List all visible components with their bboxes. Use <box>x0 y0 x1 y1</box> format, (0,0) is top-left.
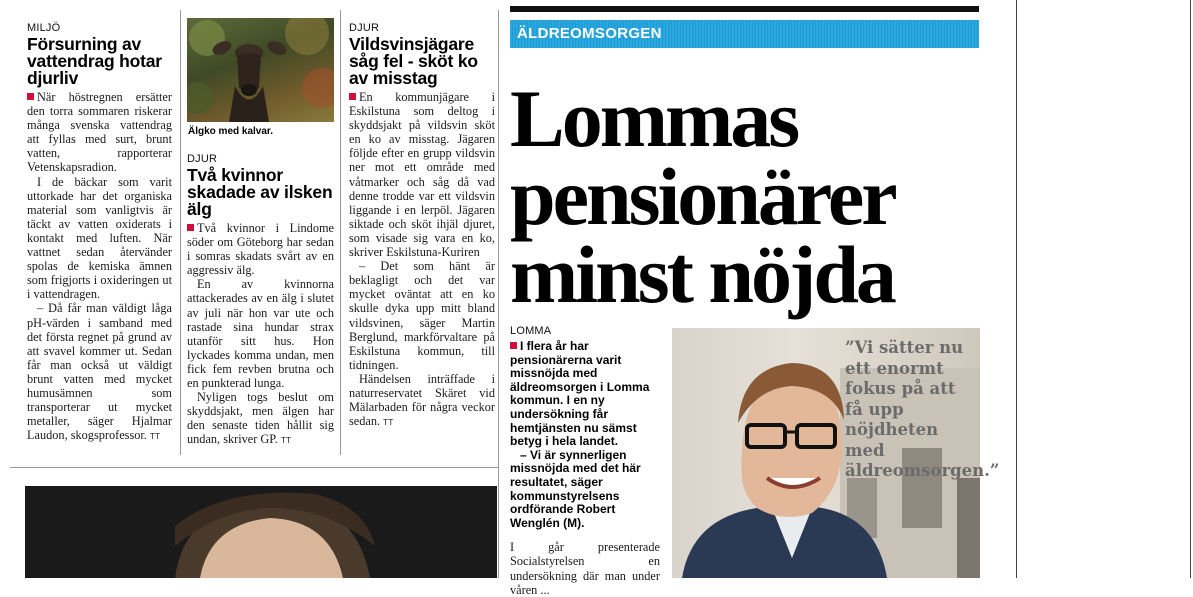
article-headline: Vildsvinsjägare såg fel - sköt ko av misstag <box>349 34 478 88</box>
article-kicker: LOMMA <box>510 325 552 337</box>
section-label-bar <box>510 20 979 48</box>
headline-line: pensionärer <box>510 151 895 242</box>
bullet-square-icon <box>187 224 194 231</box>
main-lede <box>510 325 660 597</box>
byline: TT <box>280 436 292 446</box>
main-headline <box>510 73 990 320</box>
page-edge-rule <box>1190 0 1191 578</box>
byline: TT <box>383 418 394 428</box>
column-rule <box>498 10 499 578</box>
article-kicker: DJUR <box>349 22 380 34</box>
page-edge-rule <box>1016 0 1017 578</box>
article-miljo <box>27 22 172 444</box>
article-body: Två kvinnor i Lindome söder om Göteborg har sedan i somras skadats svårt av en aggressiv älg. En av kvinnorna attackerades av en älg i slutet av juli när hon var ute och rastade sina hundar strax utanför sitt hus. Hon lyckades komma undan, men fick fem revben brutna och en punkterad lunga. Nyligen togs beslut om skyddsjakt, men älgen har den senaste tiden hållit sig undan, skriver GP. TT <box>187 221 334 447</box>
article-headline: Försurning av vattendrag hotar djurliv <box>27 34 162 88</box>
lede-text: I flera år har pensionärerna varit missnöjda med äldreomsorgen i Lomma kommun. I en ny undersökning får hemtjänsten nu sämst betyg i hela landet. <box>510 339 650 449</box>
article-body: När höstregnen ersätter den torra sommaren riskerar många svenska vattendrag att fyllas med surt, brunt vatten, rapporterar Vetenskapsradion. I de bäckar som varit uttorkade har det organiska material som vanligtvis är täckt av vatten oxiderats i kontakt med luften. När vattnet sedan återvänder spolas de kemiska ämnen som frigjorts i oxideringen ut i vattendragen. – Då får man väldigt låga pH-värden i samband med det första regnet på grund av att svavel kommer ut. Sedan får man också ut väldigt brunt vatten med mycket humusämnen som transporterar ut mycket metaller, säger Hjalmar Laudon, skogsprofessor. TT <box>27 90 172 443</box>
section-divider <box>10 467 498 468</box>
article-kicker: MILJÖ <box>27 22 61 34</box>
headline-line: minst nöjda <box>510 229 894 320</box>
bullet-square-icon <box>27 93 34 100</box>
column-rule <box>340 10 341 455</box>
article-body: I går presenterade Socialstyrelsen en undersökning där man under våren ... <box>510 540 660 597</box>
bullet-square-icon <box>349 93 356 100</box>
section-label: ÄLDREOMSORGEN <box>517 25 662 42</box>
column-rule <box>180 10 181 455</box>
portrait-photo <box>25 486 497 578</box>
article-body: En kommunjägare i Eskilstuna som deltog i skyddsjakt på vildsvin sköt en ko av misstag. Jägaren följde efter en grupp vildsvin ner mot ett område med våtmarker och såg då vad denne trodde var ett vildsvin liggande i en lerpöl. Jägaren siktade och sköt ihjäl djuret, som visade sig vara en ko, skriver Eskilstuna-Kuriren – Det som hänt är beklagligt och det var mycket oväntat att en ko skulle dyka upp mitt bland vildsvinen, säger Martin Berglund, markförvaltare på Eskilstuna kommun, till tidningen. Händelsen inträffade i naturreservatet Skäret vid Mälarbaden för några veckor sedan. TT <box>349 90 495 429</box>
bullet-square-icon <box>510 342 517 349</box>
article-headline: Två kvinnor skadade av ilsken älg <box>187 165 333 219</box>
moose-photo <box>187 18 334 122</box>
headline-line: Lommas <box>510 73 798 164</box>
top-black-bar <box>510 6 979 12</box>
article-alg <box>187 153 334 449</box>
lede-quote: – Vi är synnerligen missnöjda med det här resultatet, säger kommunstyrelsens ordförande Robert Wenglén (M). <box>510 447 641 530</box>
article-vildsvin <box>349 22 495 430</box>
article-kicker: DJUR <box>187 153 218 165</box>
byline: TT <box>149 432 161 442</box>
photo-caption: Älgko med kalvar. <box>188 126 274 137</box>
pull-quote: ”Vi sätter nu ett enormt fokus på att få upp nöjdheten med äldreomsorgen.” <box>845 338 1000 480</box>
